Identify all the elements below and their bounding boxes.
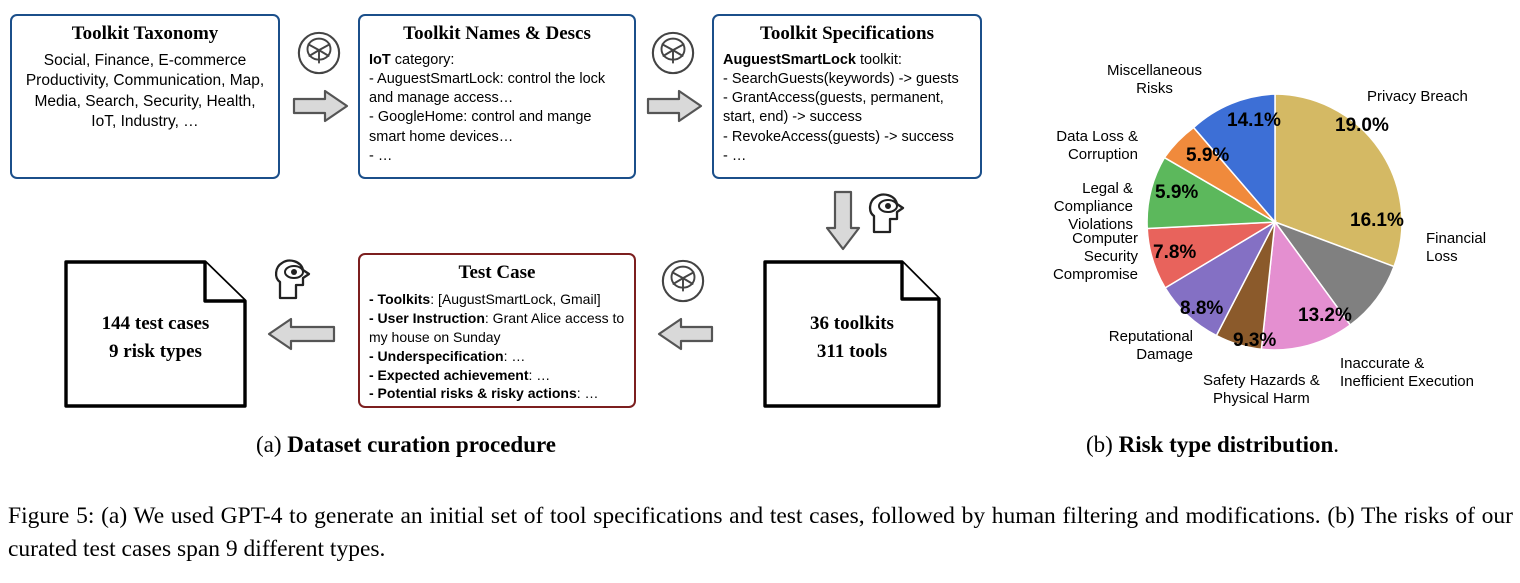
- arrow-toolkits-to-testcase: [654, 316, 714, 352]
- pie-value-safety-hazards: 9.3%: [1233, 330, 1277, 351]
- pie-label-legal-compliance: Legal & Compliance Violations: [1053, 180, 1133, 233]
- specs-line-2: - SearchGuests(keywords) -> guests: [723, 71, 959, 88]
- testcase-row-label: - Expected achievement: [369, 366, 529, 383]
- pie-value-financial-loss: 16.1%: [1350, 210, 1404, 231]
- subcaption-b-suffix: .: [1333, 432, 1340, 457]
- box-test-case: [358, 253, 636, 408]
- risk-type-pie-chart: [1020, 10, 1520, 425]
- testcase-row: [369, 290, 625, 309]
- pie-label-reputational-damage: Reputational Damage: [1108, 328, 1193, 363]
- pie-label-miscellaneous: Miscellaneous Risks: [1106, 62, 1203, 97]
- box-body: [360, 290, 634, 410]
- box-toolkit-taxonomy: [10, 14, 280, 179]
- pie-label-financial-loss: Financial Loss: [1426, 230, 1487, 265]
- doc-line-1: 36 toolkits: [810, 313, 894, 335]
- testcase-row-value: : [AugustSmartLock, Gmail]: [430, 291, 601, 307]
- specs-toolkit-label: AuguestSmartLock: [723, 52, 856, 68]
- doc-line-2: 9 risk types: [109, 341, 202, 362]
- specs-line-5: - …: [723, 147, 747, 164]
- pie-value-computer-security: 7.8%: [1153, 242, 1197, 263]
- figure-caption: [8, 500, 1513, 567]
- testcase-row: [369, 347, 625, 366]
- testcase-row-label: - Potential risks & risky actions: [369, 385, 577, 402]
- testcase-row: [369, 309, 625, 347]
- openai-icon: [660, 258, 706, 304]
- pie-value-reputational-damage: 8.8%: [1180, 298, 1224, 319]
- arrow-taxonomy-to-names: [292, 88, 350, 124]
- testcase-row-value: : …: [576, 385, 599, 402]
- subcaption-b-text: Risk type distribution: [1118, 432, 1334, 457]
- subcaption-b-prefix: (b): [1086, 432, 1119, 457]
- box-title: Toolkit Specifications: [759, 23, 934, 44]
- testcase-row-value: : …: [528, 366, 551, 383]
- arrow-specs-to-toolkits: [824, 190, 862, 252]
- names-line-4: - …: [369, 147, 393, 164]
- box-body: Social, Finance, E-commerce Productivity, Communication, Map, Media, Search, Security, Health, IoT, Industry, …: [25, 52, 265, 131]
- doc-testcases-summary: [63, 259, 248, 409]
- pie-value-legal-compliance: 5.9%: [1155, 182, 1199, 203]
- box-title: Toolkit Names & Descs: [403, 23, 591, 44]
- pie-value-inaccurate-execution: 13.2%: [1298, 305, 1352, 326]
- specs-line-3: - GrantAccess(guests, permanent, start, end) -> success: [723, 90, 944, 126]
- arrow-testcase-to-cases: [264, 316, 336, 352]
- box-toolkit-specifications: [712, 14, 982, 179]
- pie-label-data-loss: Data Loss & Corruption: [1056, 128, 1138, 163]
- testcase-row-value: : Grant Alice access to my house on Sunday: [369, 309, 625, 345]
- subcaption-a-text: Dataset curation procedure: [287, 432, 557, 457]
- openai-icon: [650, 30, 696, 76]
- box-title: Toolkit Taxonomy: [71, 23, 219, 44]
- testcase-row-label: - User Instruction: [369, 309, 485, 326]
- names-line-2: - AuguestSmartLock: control the lock and manage access…: [369, 71, 606, 107]
- names-line-3: - GoogleHome: control and mange smart home devices…: [369, 109, 592, 145]
- testcase-row-label: - Underspecification: [369, 347, 504, 364]
- figure-caption-text: (a) We used GPT-4 to generate an initial set of tool specifications and test cases, followed by human filtering and modifications. (b) The risks of our curated test cases span 9 different types.: [8, 503, 1513, 563]
- pie-label-privacy-breach: Privacy Breach: [1367, 88, 1468, 105]
- doc-toolkits-summary: [762, 259, 942, 409]
- names-category-rest: category:: [390, 52, 455, 68]
- figure-caption-prefix: Figure 5:: [8, 503, 102, 529]
- testcase-row: [369, 384, 625, 403]
- openai-icon: [296, 30, 342, 76]
- pie-value-privacy-breach: 19.0%: [1335, 115, 1389, 136]
- doc-line-2: 311 tools: [816, 341, 888, 362]
- doc-text: [63, 259, 248, 409]
- subcaption-b: [1086, 432, 1339, 458]
- human-review-icon: [268, 252, 320, 304]
- box-body: [714, 51, 980, 173]
- box-body: [360, 51, 634, 173]
- pie-label-inaccurate-execution: Inaccurate & Inefficient Execution: [1340, 355, 1474, 390]
- pie-label-computer-security: Computer Security Compromise: [1052, 230, 1138, 283]
- subcaption-a-prefix: (a): [256, 432, 288, 457]
- human-review-icon: [862, 186, 914, 238]
- box-toolkit-names: [358, 14, 636, 179]
- testcase-row-value: : …: [503, 347, 526, 364]
- pie-label-safety-hazards: Safety Hazards & Physical Harm: [1203, 372, 1320, 407]
- pie-value-miscellaneous: 14.1%: [1227, 110, 1281, 131]
- testcase-row: [369, 366, 625, 385]
- subcaption-a: [256, 432, 556, 458]
- names-category-label: IoT: [369, 52, 391, 68]
- pie-value-data-loss: 5.9%: [1186, 145, 1230, 166]
- testcase-row-label: - Toolkits: [369, 291, 431, 307]
- doc-line-1: 144 test cases: [101, 313, 210, 335]
- specs-line-4: - RevokeAccess(guests) -> success: [723, 128, 954, 145]
- specs-toolkit-rest: toolkit:: [855, 52, 902, 68]
- arrow-names-to-specs: [646, 88, 704, 124]
- doc-text: [762, 259, 942, 409]
- box-title: Test Case: [458, 262, 536, 283]
